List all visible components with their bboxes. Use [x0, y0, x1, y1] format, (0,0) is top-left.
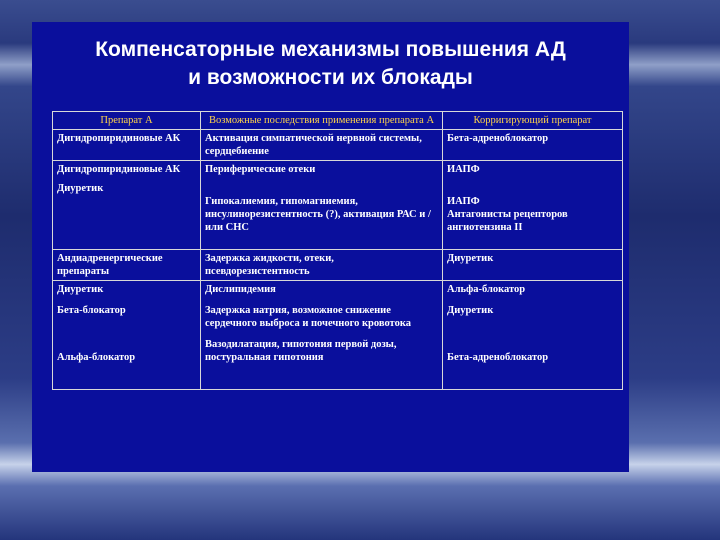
table-row — [53, 130, 623, 161]
header-consequences: Возможные последствия применения препарата А — [201, 112, 443, 130]
header-corrective-drug: Корригирующий препарат — [443, 112, 623, 130]
title-line-1: Компенсаторные механизмы повышения АД — [95, 38, 566, 61]
cell-drug-a: Диуретик Бета-блокатор Альфа-блокатор — [53, 281, 201, 390]
table-header-row — [53, 112, 623, 130]
comparison-table — [52, 111, 623, 390]
cell-corrective: ИАПФ ИАПФ Антагонисты рецепторов ангиотензина II — [443, 161, 623, 250]
table-row — [53, 281, 623, 390]
cell-drug-a: Дигидропиридиновые АК — [53, 130, 201, 161]
title-line-2: и возможности их блокады — [188, 66, 473, 89]
header-drug-a: Препарат А — [53, 112, 201, 130]
cell-consequence: Активация симпатической нервной системы, сердцебиение — [201, 130, 443, 161]
slide-title — [32, 36, 629, 92]
slide — [32, 22, 629, 472]
table-row — [53, 161, 623, 250]
cell-drug-a: Дигидропиридиновые АК Диуретик — [53, 161, 201, 250]
cell-consequence: Дислипидемия Задержка натрия, возможное снижение сердечного выброса и почечного кровотока Вазодилатация, гипотония первой дозы, постуральная гипотония — [201, 281, 443, 390]
cell-consequence: Периферические отеки Гипокалиемия, гипомагниемия, инсулинорезистентность (?), активация РАС и /или СНС — [201, 161, 443, 250]
cell-corrective: Бета-адреноблокатор — [443, 130, 623, 161]
cell-drug-a: Андиадренергические препараты — [53, 250, 201, 281]
cell-corrective: Диуретик — [443, 250, 623, 281]
cell-corrective: Альфа-блокатор Диуретик Бета-адреноблокатор — [443, 281, 623, 390]
cell-consequence: Задержка жидкости, отеки, псевдорезистентность — [201, 250, 443, 281]
table-row — [53, 250, 623, 281]
